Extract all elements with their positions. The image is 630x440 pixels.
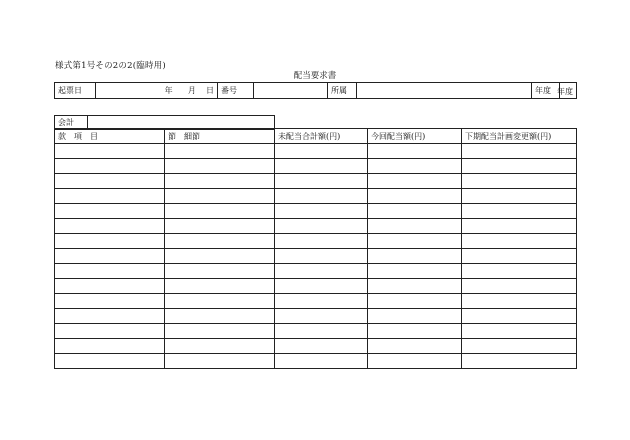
cell-plan-change[interactable] — [462, 204, 577, 219]
table-row — [55, 144, 577, 159]
kaikei-label: 会計 — [55, 116, 88, 130]
cell-current-allocation[interactable] — [368, 324, 462, 339]
cell-current-allocation[interactable] — [368, 339, 462, 354]
cell-plan-change[interactable] — [462, 174, 577, 189]
header-info-table — [54, 82, 577, 99]
cell-current-allocation[interactable] — [368, 294, 462, 309]
cell-kan-kou-moku[interactable] — [55, 204, 165, 219]
cell-current-allocation[interactable] — [368, 234, 462, 249]
cell-setsu-saisetsu[interactable] — [165, 204, 275, 219]
cell-unallocated-total[interactable] — [275, 144, 368, 159]
cell-unallocated-total[interactable] — [275, 354, 368, 369]
cell-current-allocation[interactable] — [368, 144, 462, 159]
cell-kan-kou-moku[interactable] — [55, 249, 165, 264]
col-plan-change: 下期配当計画変更額(円) — [462, 129, 577, 144]
col-kan-kou-moku: 款 項 目 — [55, 129, 165, 144]
cell-plan-change[interactable] — [462, 234, 577, 249]
cell-unallocated-total[interactable] — [275, 309, 368, 324]
cell-unallocated-total[interactable] — [275, 249, 368, 264]
cell-setsu-saisetsu[interactable] — [165, 264, 275, 279]
cell-unallocated-total[interactable] — [275, 159, 368, 174]
col-unallocated-total: 未配当合計額(円) — [275, 129, 368, 144]
cell-kan-kou-moku[interactable] — [55, 339, 165, 354]
cell-setsu-saisetsu[interactable] — [165, 339, 275, 354]
month-label: 月 — [187, 86, 196, 95]
cell-plan-change[interactable] — [462, 294, 577, 309]
table-row — [55, 204, 577, 219]
cell-kan-kou-moku[interactable] — [55, 354, 165, 369]
cell-unallocated-total[interactable] — [275, 219, 368, 234]
cell-unallocated-total[interactable] — [275, 174, 368, 189]
cell-kan-kou-moku[interactable] — [55, 264, 165, 279]
cell-plan-change[interactable] — [462, 249, 577, 264]
cell-plan-change[interactable] — [462, 189, 577, 204]
cell-current-allocation[interactable] — [368, 249, 462, 264]
cell-setsu-saisetsu[interactable] — [165, 234, 275, 249]
kihyo-date-field[interactable] — [96, 83, 218, 99]
table-row — [55, 279, 577, 294]
table-row — [55, 249, 577, 264]
fiscal-year-label: 年度 — [532, 83, 560, 99]
cell-plan-change[interactable] — [462, 324, 577, 339]
cell-kan-kou-moku[interactable] — [55, 174, 165, 189]
cell-plan-change[interactable] — [462, 309, 577, 324]
cell-current-allocation[interactable] — [368, 279, 462, 294]
cell-plan-change[interactable] — [462, 144, 577, 159]
cell-current-allocation[interactable] — [368, 309, 462, 324]
table-row — [55, 354, 577, 369]
cell-unallocated-total[interactable] — [275, 234, 368, 249]
day-label: 日 — [206, 86, 214, 95]
cell-kan-kou-moku[interactable] — [55, 189, 165, 204]
cell-current-allocation[interactable] — [368, 204, 462, 219]
cell-unallocated-total[interactable] — [275, 189, 368, 204]
cell-setsu-saisetsu[interactable] — [165, 324, 275, 339]
cell-setsu-saisetsu[interactable] — [165, 219, 275, 234]
cell-current-allocation[interactable] — [368, 264, 462, 279]
cell-setsu-saisetsu[interactable] — [165, 144, 275, 159]
cell-kan-kou-moku[interactable] — [55, 234, 165, 249]
cell-plan-change[interactable] — [462, 264, 577, 279]
cell-current-allocation[interactable] — [368, 354, 462, 369]
cell-unallocated-total[interactable] — [275, 339, 368, 354]
col-setsu-saisetsu: 節 細節 — [165, 129, 275, 144]
col-current-allocation: 今回配当額(円) — [368, 129, 462, 144]
number-field[interactable] — [254, 83, 328, 99]
cell-unallocated-total[interactable] — [275, 204, 368, 219]
fiscal-year-value: 年度 — [557, 87, 573, 96]
cell-setsu-saisetsu[interactable] — [165, 294, 275, 309]
cell-current-allocation[interactable] — [368, 159, 462, 174]
table-row — [55, 219, 577, 234]
cell-setsu-saisetsu[interactable] — [165, 354, 275, 369]
cell-kan-kou-moku[interactable] — [55, 144, 165, 159]
number-label: 番号 — [218, 83, 254, 99]
cell-plan-change[interactable] — [462, 279, 577, 294]
cell-kan-kou-moku[interactable] — [55, 294, 165, 309]
cell-plan-change[interactable] — [462, 159, 577, 174]
cell-current-allocation[interactable] — [368, 174, 462, 189]
cell-setsu-saisetsu[interactable] — [165, 159, 275, 174]
cell-kan-kou-moku[interactable] — [55, 309, 165, 324]
table-header-row — [55, 129, 577, 144]
year-label: 年 — [164, 86, 173, 95]
table-row — [55, 339, 577, 354]
cell-unallocated-total[interactable] — [275, 324, 368, 339]
cell-current-allocation[interactable] — [368, 189, 462, 204]
cell-setsu-saisetsu[interactable] — [165, 249, 275, 264]
table-row — [55, 159, 577, 174]
table-row — [55, 309, 577, 324]
table-row — [55, 234, 577, 249]
cell-plan-change[interactable] — [462, 339, 577, 354]
table-row — [55, 294, 577, 309]
cell-setsu-saisetsu[interactable] — [165, 279, 275, 294]
dept-label: 所属 — [328, 83, 357, 99]
cell-setsu-saisetsu[interactable] — [165, 189, 275, 204]
table-row — [55, 174, 577, 189]
cell-kan-kou-moku[interactable] — [55, 324, 165, 339]
cell-plan-change[interactable] — [462, 354, 577, 369]
cell-setsu-saisetsu[interactable] — [165, 309, 275, 324]
kihyo-date-label: 起票日 — [55, 83, 96, 99]
cell-plan-change[interactable] — [462, 219, 577, 234]
cell-kan-kou-moku[interactable] — [55, 279, 165, 294]
cell-kan-kou-moku[interactable] — [55, 219, 165, 234]
table-row — [55, 324, 577, 339]
allocation-table — [54, 128, 577, 369]
form-code: 様式第1号その2の2(臨時用) — [55, 61, 166, 71]
cell-unallocated-total[interactable] — [275, 294, 368, 309]
cell-kan-kou-moku[interactable] — [55, 159, 165, 174]
cell-unallocated-total[interactable] — [275, 264, 368, 279]
cell-setsu-saisetsu[interactable] — [165, 174, 275, 189]
table-row — [55, 189, 577, 204]
table-row — [55, 264, 577, 279]
dept-field[interactable] — [357, 83, 532, 99]
cell-current-allocation[interactable] — [368, 219, 462, 234]
cell-unallocated-total[interactable] — [275, 279, 368, 294]
document-title: 配当要求書 — [293, 71, 337, 81]
